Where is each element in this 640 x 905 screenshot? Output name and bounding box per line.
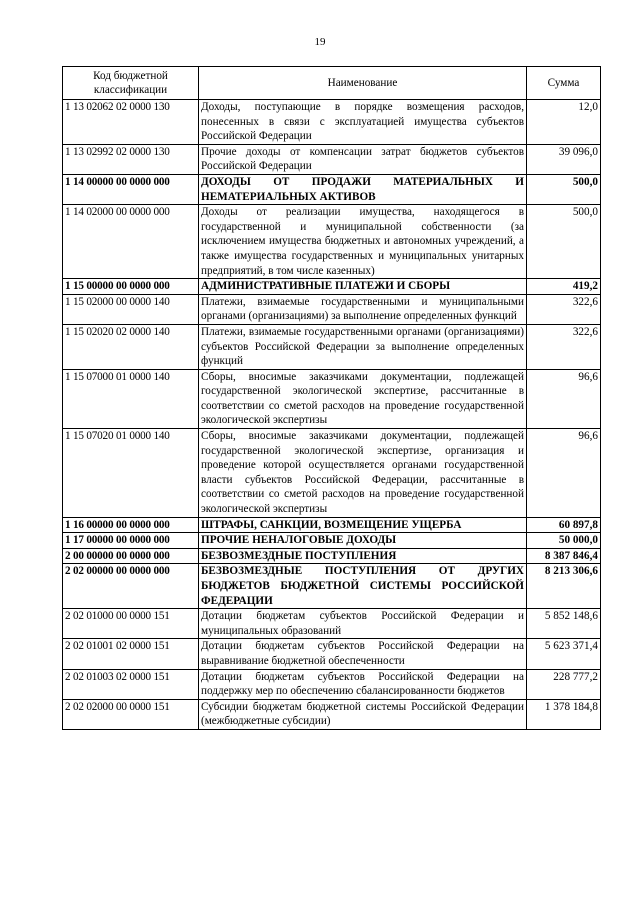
row-code: 1 16 00000 00 0000 000 (63, 517, 199, 533)
row-sum: 5 852 148,6 (527, 609, 601, 639)
row-sum: 419,2 (527, 279, 601, 295)
row-name: ПРОЧИЕ НЕНАЛОГОВЫЕ ДОХОДЫ (199, 533, 527, 549)
row-name: БЕЗВОЗМЕЗДНЫЕ ПОСТУПЛЕНИЯ ОТ ДРУГИХ БЮДЖЕТОВ БЮДЖЕТНОЙ СИСТЕМЫ РОССИЙСКОЙ ФЕДЕРАЦИИ (199, 564, 527, 609)
table-row (63, 517, 601, 533)
table-row (63, 669, 601, 699)
row-sum: 322,6 (527, 294, 601, 324)
row-code: 2 00 00000 00 0000 000 (63, 548, 199, 564)
row-code: 1 15 02020 02 0000 140 (63, 324, 199, 369)
table-row (63, 548, 601, 564)
row-code: 1 13 02992 02 0000 130 (63, 144, 199, 174)
table-row (63, 564, 601, 609)
budget-revenue-table (62, 66, 601, 730)
row-sum: 322,6 (527, 324, 601, 369)
row-sum: 8 387 846,4 (527, 548, 601, 564)
row-code: 2 02 01000 00 0000 151 (63, 609, 199, 639)
table-row (63, 429, 601, 518)
row-sum: 39 096,0 (527, 144, 601, 174)
row-name: БЕЗВОЗМЕЗДНЫЕ ПОСТУПЛЕНИЯ (199, 548, 527, 564)
row-name: Субсидии бюджетам бюджетной системы Российской Федерации (межбюджетные субсидии) (199, 699, 527, 729)
row-sum: 12,0 (527, 100, 601, 145)
row-name: Доходы, поступающие в порядке возмещения расходов, понесенных в связи с эксплуатацией имущества субъектов Российской Федерации (199, 100, 527, 145)
row-code: 1 14 00000 00 0000 000 (63, 174, 199, 204)
row-code: 1 15 07000 01 0000 140 (63, 369, 199, 428)
table-row (63, 294, 601, 324)
row-code: 1 15 00000 00 0000 000 (63, 279, 199, 295)
row-name: Платежи, взимаемые государственными и муниципальными органами (организациями) за выполнение определенных функций (199, 294, 527, 324)
row-code: 1 13 02062 02 0000 130 (63, 100, 199, 145)
table-row (63, 369, 601, 428)
row-name: Дотации бюджетам субъектов Российской Федерации и муниципальных образований (199, 609, 527, 639)
row-name: Сборы, вносимые заказчиками документации, подлежащей государственной экологической экспертизе, организация и проведение которой осуществляется органами государственной власти субъектов Российской Федерации, рассчитанные в соответствии со сметой расходов на проведение государственной экологической экспертизы (199, 429, 527, 518)
row-sum: 1 378 184,8 (527, 699, 601, 729)
row-code: 2 02 02000 00 0000 151 (63, 699, 199, 729)
row-sum: 5 623 371,4 (527, 639, 601, 669)
row-name: ШТРАФЫ, САНКЦИИ, ВОЗМЕЩЕНИЕ УЩЕРБА (199, 517, 527, 533)
table-row (63, 533, 601, 549)
header-name: Наименование (199, 67, 527, 100)
row-sum: 500,0 (527, 174, 601, 204)
row-sum: 8 213 306,6 (527, 564, 601, 609)
row-name: Доходы от реализации имущества, находящегося в государственной и муниципальной собственности (за исключением имущества бюджетных и автономных учреждений, а также имущества государственных и муниципальных унитарных предприятий, в том числе казенных) (199, 205, 527, 279)
row-name: Дотации бюджетам субъектов Российской Федерации на поддержку мер по обеспечению сбалансированности бюджетов (199, 669, 527, 699)
row-code: 1 14 02000 00 0000 000 (63, 205, 199, 279)
table-row (63, 699, 601, 729)
row-name: Дотации бюджетам субъектов Российской Федерации на выравнивание бюджетной обеспеченности (199, 639, 527, 669)
table-header-row (63, 67, 601, 100)
row-name: Сборы, вносимые заказчиками документации, подлежащей государственной экологической экспертизе, рассчитанные в соответствии со сметой расходов на проведение государственной экологической экспертизы (199, 369, 527, 428)
header-sum: Сумма (527, 67, 601, 100)
table-row (63, 279, 601, 295)
row-sum: 228 777,2 (527, 669, 601, 699)
table-row (63, 609, 601, 639)
row-sum: 60 897,8 (527, 517, 601, 533)
row-name: Прочие доходы от компенсации затрат бюджетов субъектов Российской Федерации (199, 144, 527, 174)
row-code: 1 15 02000 00 0000 140 (63, 294, 199, 324)
table-row (63, 100, 601, 145)
row-name: Платежи, взимаемые государственными органами (организациями) субъектов Российской Федерации за выполнение определенных функций (199, 324, 527, 369)
row-code: 2 02 00000 00 0000 000 (63, 564, 199, 609)
table-row (63, 174, 601, 204)
page-number: 19 (314, 36, 326, 48)
row-sum: 96,6 (527, 429, 601, 518)
row-name: АДМИНИСТРАТИВНЫЕ ПЛАТЕЖИ И СБОРЫ (199, 279, 527, 295)
header-code: Код бюджетной классификации (63, 67, 199, 100)
row-code: 1 17 00000 00 0000 000 (63, 533, 199, 549)
row-code: 1 15 07020 01 0000 140 (63, 429, 199, 518)
row-name: ДОХОДЫ ОТ ПРОДАЖИ МАТЕРИАЛЬНЫХ И НЕМАТЕРИАЛЬНЫХ АКТИВОВ (199, 174, 527, 204)
row-sum: 50 000,0 (527, 533, 601, 549)
table-row (63, 639, 601, 669)
row-sum: 500,0 (527, 205, 601, 279)
table-row (63, 324, 601, 369)
row-code: 2 02 01001 02 0000 151 (63, 639, 199, 669)
table-row (63, 144, 601, 174)
table-row (63, 205, 601, 279)
row-sum: 96,6 (527, 369, 601, 428)
row-code: 2 02 01003 02 0000 151 (63, 669, 199, 699)
